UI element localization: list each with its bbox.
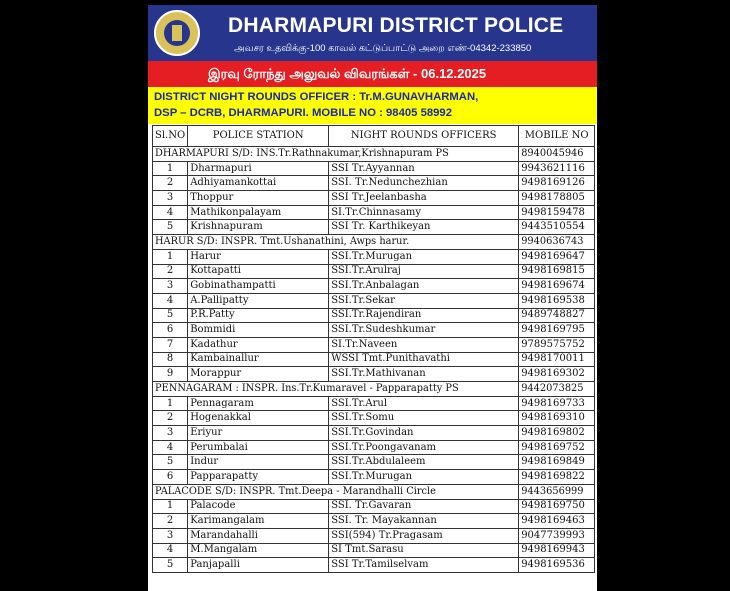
cell-station: Kadathur [188, 337, 329, 352]
table-row [153, 455, 595, 470]
cell-mobile: 9498169750 [519, 499, 595, 514]
section-mobile: 9442073825 [519, 382, 595, 397]
section-row [153, 484, 595, 499]
cell-station: Perumbalai [188, 440, 329, 455]
cell-officer: SSI. Tr.Gavaran [329, 499, 519, 514]
cell-station: Krishnapuram [188, 220, 329, 235]
cell-sl: 4 [153, 293, 188, 308]
cell-station: M.Mangalam [188, 543, 329, 558]
cell-officer: SSI.Tr.Arul [329, 396, 519, 411]
cell-station: Adhiyamankottai [188, 176, 329, 191]
cell-station: Hogenakkal [188, 411, 329, 426]
cell-officer: SSI. Tr.Nedunchezhian [329, 176, 519, 191]
header-officer: NIGHT ROUNDS OFFICERS [329, 126, 519, 147]
cell-mobile: 9498169815 [519, 264, 595, 279]
cell-mobile: 9047739993 [519, 528, 595, 543]
table-row [153, 440, 595, 455]
cell-sl: 9 [153, 367, 188, 382]
section-mobile: 8940045946 [519, 147, 595, 162]
cell-officer: SI.Tr.Chinnasamy [329, 205, 519, 220]
cell-sl: 2 [153, 264, 188, 279]
cell-sl: 1 [153, 499, 188, 514]
table-row [153, 293, 595, 308]
table-row [153, 396, 595, 411]
cell-sl: 5 [153, 455, 188, 470]
cell-mobile: 9498169752 [519, 440, 595, 455]
cell-mobile: 9498169802 [519, 426, 595, 441]
cell-officer: SSI Tr.Tamilselvam [329, 558, 519, 573]
section-row [153, 382, 595, 397]
cell-officer: SSI.Tr.Somu [329, 411, 519, 426]
cell-station: Pennagaram [188, 396, 329, 411]
cell-sl: 3 [153, 279, 188, 294]
cell-station: Panjapalli [188, 558, 329, 573]
cell-sl: 3 [153, 426, 188, 441]
table-row [153, 337, 595, 352]
officer-banner [148, 87, 597, 124]
cell-sl: 3 [153, 528, 188, 543]
section-title: PALACODE S/D: INSPR. Tmt.Deepa - Marandhalli Circle [153, 484, 519, 499]
cell-station: Eriyur [188, 426, 329, 441]
cell-station: P.R.Patty [188, 308, 329, 323]
cell-officer: SI.Tr.Naveen [329, 337, 519, 352]
table-row [153, 220, 595, 235]
table-row [153, 308, 595, 323]
cell-sl: 4 [153, 543, 188, 558]
section-row [153, 235, 595, 250]
cell-mobile: 9489748827 [519, 308, 595, 323]
section-row [153, 147, 595, 162]
cell-officer: SSI.Tr.Mathivanan [329, 367, 519, 382]
cell-mobile: 9498169795 [519, 323, 595, 338]
cell-station: Palacode [188, 499, 329, 514]
table-row [153, 367, 595, 382]
cell-officer: SSI Tr. Karthikeyan [329, 220, 519, 235]
cell-sl: 1 [153, 161, 188, 176]
section-mobile: 9443656999 [519, 484, 595, 499]
cell-mobile: 9443510554 [519, 220, 595, 235]
table-row [153, 352, 595, 367]
table-row [153, 323, 595, 338]
cell-station: Kambainallur [188, 352, 329, 367]
table-row [153, 176, 595, 191]
cell-mobile: 9498169538 [519, 293, 595, 308]
cell-sl: 2 [153, 176, 188, 191]
cell-station: Indur [188, 455, 329, 470]
cell-officer: SSI.Tr.Murugan [329, 249, 519, 264]
table-row [153, 205, 595, 220]
table-row [153, 470, 595, 485]
header-sl: Sl.NO [153, 126, 188, 147]
cell-mobile: 9498170011 [519, 352, 595, 367]
cell-sl: 1 [153, 249, 188, 264]
cell-sl: 5 [153, 220, 188, 235]
cell-sl: 6 [153, 470, 188, 485]
cell-officer: SSI.Tr.Arulraj [329, 264, 519, 279]
cell-station: Gobinathampatti [188, 279, 329, 294]
table-row [153, 161, 595, 176]
cell-station: Kottapatti [188, 264, 329, 279]
date-banner [148, 61, 597, 87]
cell-mobile: 9943621116 [519, 161, 595, 176]
section-mobile: 9940636743 [519, 235, 595, 250]
cell-station: Papparapatty [188, 470, 329, 485]
cell-mobile: 9498169310 [519, 411, 595, 426]
cell-station: A.Pallipatty [188, 293, 329, 308]
cell-station: Karimangalam [188, 514, 329, 529]
cell-station: Harur [188, 249, 329, 264]
date-banner-text: இரவு ரோந்து அலுவல் விவரங்கள் - 06.12.2025 [208, 66, 487, 81]
cell-sl: 1 [153, 396, 188, 411]
cell-station: Morappur [188, 367, 329, 382]
cell-mobile: 9498169943 [519, 543, 595, 558]
table-body [153, 147, 595, 573]
cell-officer: SSI.Tr.Sudeshkumar [329, 323, 519, 338]
section-title: DHARMAPURI S/D: INS.Tr.Rathnakumar,Krishnapuram PS [153, 147, 519, 162]
table-row [153, 279, 595, 294]
table-header-row [153, 126, 595, 147]
cell-officer: SSI.Tr.Sekar [329, 293, 519, 308]
table-row [153, 499, 595, 514]
cell-sl: 6 [153, 323, 188, 338]
cell-sl: 5 [153, 558, 188, 573]
cell-sl: 8 [153, 352, 188, 367]
cell-sl: 5 [153, 308, 188, 323]
cell-mobile: 9789575752 [519, 337, 595, 352]
header-mobile: MOBILE NO [519, 126, 595, 147]
cell-mobile: 9498178805 [519, 191, 595, 206]
cell-mobile: 9498169302 [519, 367, 595, 382]
table-row [153, 426, 595, 441]
cell-sl: 3 [153, 191, 188, 206]
cell-mobile: 9498169674 [519, 279, 595, 294]
header-bar [148, 5, 597, 61]
page-title: DHARMAPURI DISTRICT POLICE [228, 14, 564, 37]
cell-mobile: 9498169126 [519, 176, 595, 191]
table-row [153, 264, 595, 279]
cell-station: Dharmapuri [188, 161, 329, 176]
table-row [153, 411, 595, 426]
cell-officer: WSSI Tmt.Punithavathi [329, 352, 519, 367]
cell-mobile: 9498169733 [519, 396, 595, 411]
table-row [153, 528, 595, 543]
officer-line-2: DSP – DCRB, DHARMAPURI. MOBILE NO : 98405 58992 [154, 107, 452, 119]
cell-officer: SSI.Tr.Poongavanam [329, 440, 519, 455]
cell-officer: SSI Tr.Jeelanbasha [329, 191, 519, 206]
cell-mobile: 9498169849 [519, 455, 595, 470]
cell-sl: 4 [153, 205, 188, 220]
duty-sheet [148, 5, 597, 591]
cell-station: Bommidi [188, 323, 329, 338]
police-emblem-icon [154, 10, 200, 56]
table-row [153, 249, 595, 264]
officer-line-1: DISTRICT NIGHT ROUNDS OFFICER : Tr.M.GUNAVHARMAN, [154, 91, 479, 103]
section-title: PENNAGARAM : INSPR. Ins.Tr.Kumaravel - Papparapatty PS [153, 382, 519, 397]
cell-mobile: 9498159478 [519, 205, 595, 220]
cell-officer: SSI. Tr. Mayakannan [329, 514, 519, 529]
cell-station: Marandahalli [188, 528, 329, 543]
cell-station: Mathikonpalayam [188, 205, 329, 220]
cell-sl: 4 [153, 440, 188, 455]
table-row [153, 558, 595, 573]
section-title: HARUR S/D: INSPR. Tmt.Ushanathini, Awps harur. [153, 235, 519, 250]
cell-officer: SSI.Tr.Rajendiran [329, 308, 519, 323]
cell-officer: SSI.Tr.Govindan [329, 426, 519, 441]
cell-mobile: 9498169647 [519, 249, 595, 264]
cell-officer: SI Tmt.Sarasu [329, 543, 519, 558]
control-room-number: அவசர உதவிக்கு-100 காவல் கட்டுப்பாட்டு அறை எண்-04342-233850 [234, 43, 532, 54]
night-rounds-table [152, 125, 595, 573]
cell-officer: SSI(594) Tr.Pragasam [329, 528, 519, 543]
header-station: POLICE STATION [188, 126, 329, 147]
cell-officer: SSI.Tr.Abdulaleem [329, 455, 519, 470]
cell-sl: 7 [153, 337, 188, 352]
cell-officer: SSI Tr.Ayyannan [329, 161, 519, 176]
table-row [153, 191, 595, 206]
cell-mobile: 9498169822 [519, 470, 595, 485]
cell-sl: 2 [153, 514, 188, 529]
table-row [153, 514, 595, 529]
cell-mobile: 9498169536 [519, 558, 595, 573]
table-row [153, 543, 595, 558]
cell-mobile: 9498169463 [519, 514, 595, 529]
cell-sl: 2 [153, 411, 188, 426]
cell-station: Thoppur [188, 191, 329, 206]
cell-officer: SSI.Tr.Anbalagan [329, 279, 519, 294]
cell-officer: SSI.Tr.Murugan [329, 470, 519, 485]
